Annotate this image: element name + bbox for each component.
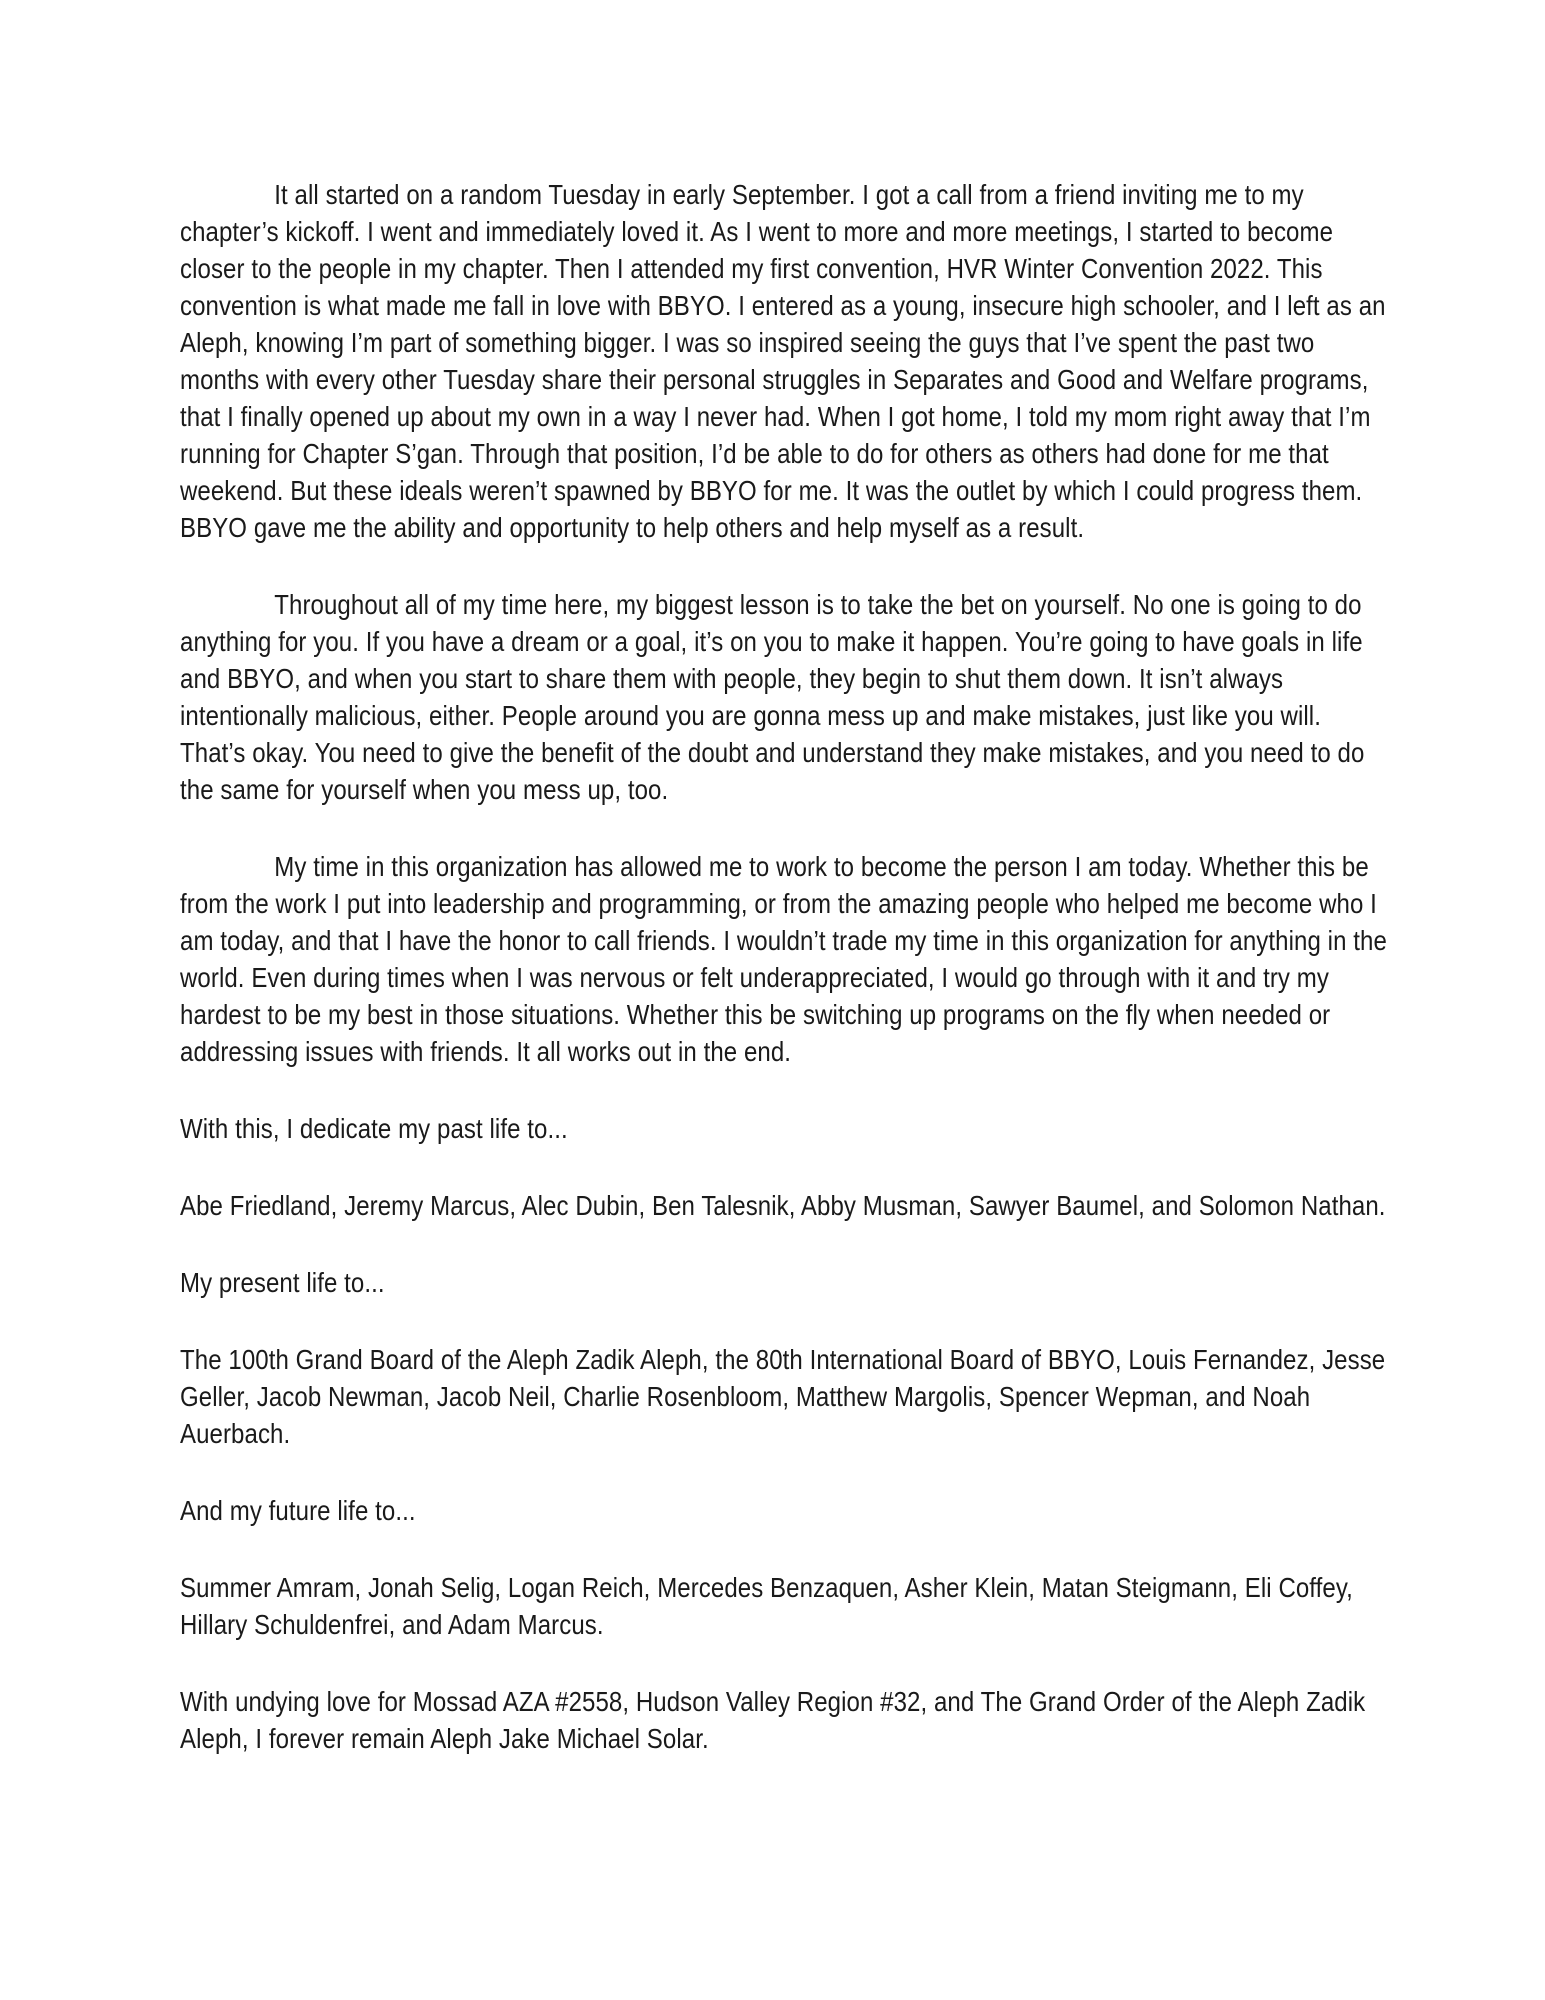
closing-signature: With undying love for Mossad AZA #2558, Hudson Valley Region #32, and The Grand Order of the Aleph Zadik Aleph, I forever remain Aleph Jake Michael Solar. [180, 1686, 1366, 1754]
future-life-intro: And my future life to... [180, 1495, 416, 1526]
document-text-body [180, 176, 1389, 1797]
opening-paragraph: It all started on a random Tuesday in early September. I got a call from a friend inviting me to my chapter’s kickoff. I went and immediately loved it. As I went to more and more meetings, I started to become closer to the people in my chapter. Then I attended my first convention, HVR Winter Convention 2022. This convention is what made me fall in love with BBYO. I entered as a young, insecure high schooler, and I left as an Aleph, knowing I’m part of something bigger. I was so inspired seeing the guys that I’ve spent the past two months with every other Tuesday share their personal struggles in Separates and Good and Welfare programs, that I finally opened up about my own in a way I never had. When I got home, I told my mom right away that I’m running for Chapter S’gan. Through that position, I’d be able to do for others as others had done for me that weekend. But these ideals weren’t spawned by BBYO for me. It was the outlet by which I could progress them. BBYO gave me the ability and opportunity to help others and help myself as a result. [180, 179, 1386, 543]
lesson-paragraph: Throughout all of my time here, my biggest lesson is to take the bet on yourself. No one is going to do anything for you. If you have a dream or a goal, it’s on you to make it happen. You’re going to have goals in life and BBYO, and when you start to share them with people, they begin to shut them down. It isn’t always intentionally malicious, either. People around you are gonna mess up and make mistakes, just like you will. That’s okay. You need to give the benefit of the doubt and understand they make mistakes, and you need to do the same for yourself when you mess up, too. [180, 589, 1365, 805]
future-life-names: Summer Amram, Jonah Selig, Logan Reich, Mercedes Benzaquen, Asher Klein, Matan Steigmann, Eli Coffey, Hillary Schuldenfrei, and Adam Marcus. [180, 1572, 1353, 1640]
growth-paragraph: My time in this organization has allowed me to work to become the person I am today. Whether this be from the work I put into leadership and programming, or from the amazing people who helped me become who I am today, and that I have the honor to call friends. I wouldn’t trade my time in this organization for anything in the world. Even during times when I was nervous or felt underappreciated, I would go through with it and try my hardest to be my best in those situations. Whether this be switching up programs on the fly when needed or addressing issues with friends. It all works out in the end. [180, 851, 1387, 1067]
past-life-dedication-intro: With this, I dedicate my past life to... [180, 1113, 568, 1144]
present-life-names: The 100th Grand Board of the Aleph Zadik Aleph, the 80th International Board of BBYO, Louis Fernandez, Jesse Geller, Jacob Newman, Jacob Neil, Charlie Rosenbloom, Matthew Margolis, Spencer Wepman, and Noah Auerbach. [180, 1344, 1386, 1449]
past-life-names: Abe Friedland, Jeremy Marcus, Alec Dubin, Ben Talesnik, Abby Musman, Sawyer Baumel, and Solomon Nathan. [180, 1190, 1386, 1221]
present-life-intro: My present life to... [180, 1267, 385, 1298]
